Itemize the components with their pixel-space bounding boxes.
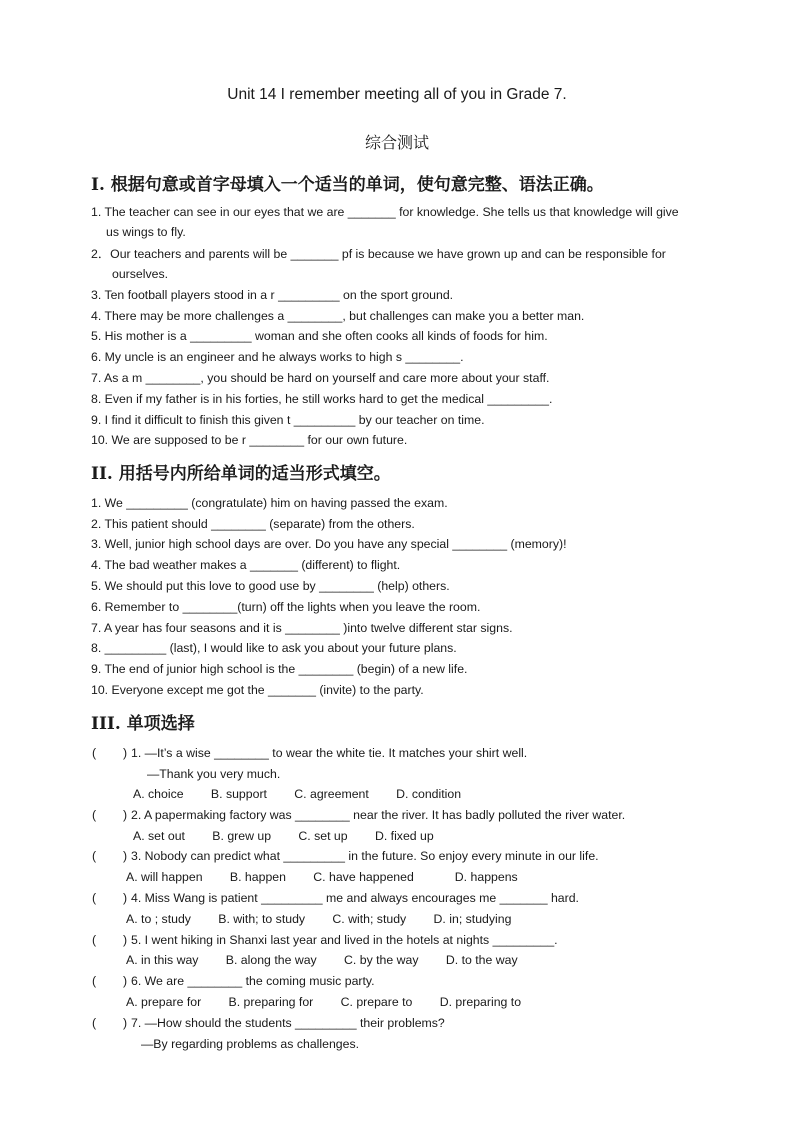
section-2-heading: II. 用括号内所给单词的适当形式填空。: [91, 464, 391, 484]
s1-line: 8. Even if my father is in his forties, he still works hard to get the medical _________.: [91, 392, 553, 406]
answer-paren-right: ): [123, 1016, 128, 1030]
s2-line: 2. This patient should ________ (separate) from the others.: [91, 517, 415, 531]
answer-paren-left: (: [92, 974, 97, 988]
question-stem: 7. —How should the students _________ their problems?: [131, 1016, 445, 1030]
question-stem: 2. A papermaking factory was ________ near the river. It has badly polluted the river water.: [131, 808, 626, 822]
section-1-heading: I. 根据句意或首字母填入一个适当的单词，使句意完整、语法正确。: [91, 175, 604, 195]
s1-line: 1. The teacher can see in our eyes that we are _______ for knowledge. She tells us that knowledge will give: [91, 205, 679, 219]
question-stem: 6. We are ________ the coming music party.: [131, 974, 375, 988]
s2-line: 9. The end of junior high school is the ________ (begin) of a new life.: [91, 662, 468, 676]
question-options: A. choice B. support C. agreement D. condition: [133, 787, 462, 801]
answer-paren-right: ): [123, 808, 128, 822]
answer-paren-right: ): [123, 974, 128, 988]
answer-paren-right: ): [123, 746, 128, 760]
s1-line: ourselves.: [112, 267, 169, 281]
s2-line: 8. _________ (last), I would like to ask you about your future plans.: [91, 641, 457, 655]
s1-line: 4. There may be more challenges a ________, but challenges can make you a better man.: [91, 309, 585, 323]
s1-line: us wings to fly.: [106, 225, 186, 239]
s2-line: 7. A year has four seasons and it is ________ )into twelve different star signs.: [91, 621, 513, 635]
s1-line: 10. We are supposed to be r ________ for our own future.: [91, 433, 408, 447]
section-3-heading: III. 单项选择: [91, 714, 195, 734]
question-extra: —By regarding problems as challenges.: [141, 1037, 360, 1051]
s2-line: 6. Remember to ________(turn) off the lights when you leave the room.: [91, 600, 481, 614]
page-title: Unit 14 I remember meeting all of you in Grade 7.: [227, 86, 567, 103]
s1-line: 5. His mother is a _________ woman and she often cooks all kinds of foods for him.: [91, 329, 548, 343]
s2-line: 1. We _________ (congratulate) him on having passed the exam.: [91, 496, 448, 510]
s2-line: 4. The bad weather makes a _______ (different) to flight.: [91, 558, 401, 572]
s1-line: 9. I find it difficult to finish this given t _________ by our teacher on time.: [91, 413, 485, 427]
question-stem: 3. Nobody can predict what _________ in the future. So enjoy every minute in our life.: [131, 849, 599, 863]
page-subtitle: 综合测试: [364, 135, 429, 152]
answer-paren-right: ): [123, 849, 128, 863]
answer-paren-left: (: [92, 891, 97, 905]
answer-paren-right: ): [123, 891, 128, 905]
s1-line: 3. Ten football players stood in a r _________ on the sport ground.: [91, 288, 454, 302]
answer-paren-left: (: [92, 808, 97, 822]
question-stem: 1. —It’s a wise ________ to wear the white tie. It matches your shirt well.: [131, 746, 528, 760]
s2-line: 3. Well, junior high school days are over. Do you have any special ________ (memory)!: [91, 537, 567, 551]
s2-line: 5. We should put this love to good use by ________ (help) others.: [91, 579, 450, 593]
question-stem: 4. Miss Wang is patient _________ me and always encourages me _______ hard.: [131, 891, 579, 905]
question-options: A. will happen B. happen C. have happened D. happens: [126, 870, 518, 884]
question-extra: —Thank you very much.: [147, 767, 281, 781]
s1-line: 2．Our teachers and parents will be _______ pf is because we have grown up and can be responsible for: [91, 247, 666, 261]
answer-paren-left: (: [92, 746, 97, 760]
s1-line: 6. My uncle is an engineer and he always works to high s ________.: [91, 350, 464, 364]
answer-paren-right: ): [123, 933, 128, 947]
s2-line: 10. Everyone except me got the _______ (invite) to the party.: [91, 683, 424, 697]
answer-paren-left: (: [92, 933, 97, 947]
answer-paren-left: (: [92, 849, 97, 863]
question-options: A. to ; study B. with; to study C. with; study D. in; studying: [126, 912, 512, 926]
question-options: A. set out B. grew up C. set up D. fixed up: [133, 829, 434, 843]
s1-line: 7. As a m ________, you should be hard on yourself and care more about your staff.: [91, 371, 550, 385]
question-stem: 5. I went hiking in Shanxi last year and lived in the hotels at nights _________.: [131, 933, 558, 947]
question-options: A. in this way B. along the way C. by the way D. to the way: [126, 953, 518, 967]
question-options: A. prepare for B. preparing for C. prepare to D. preparing to: [126, 995, 522, 1009]
answer-paren-left: (: [92, 1016, 97, 1030]
